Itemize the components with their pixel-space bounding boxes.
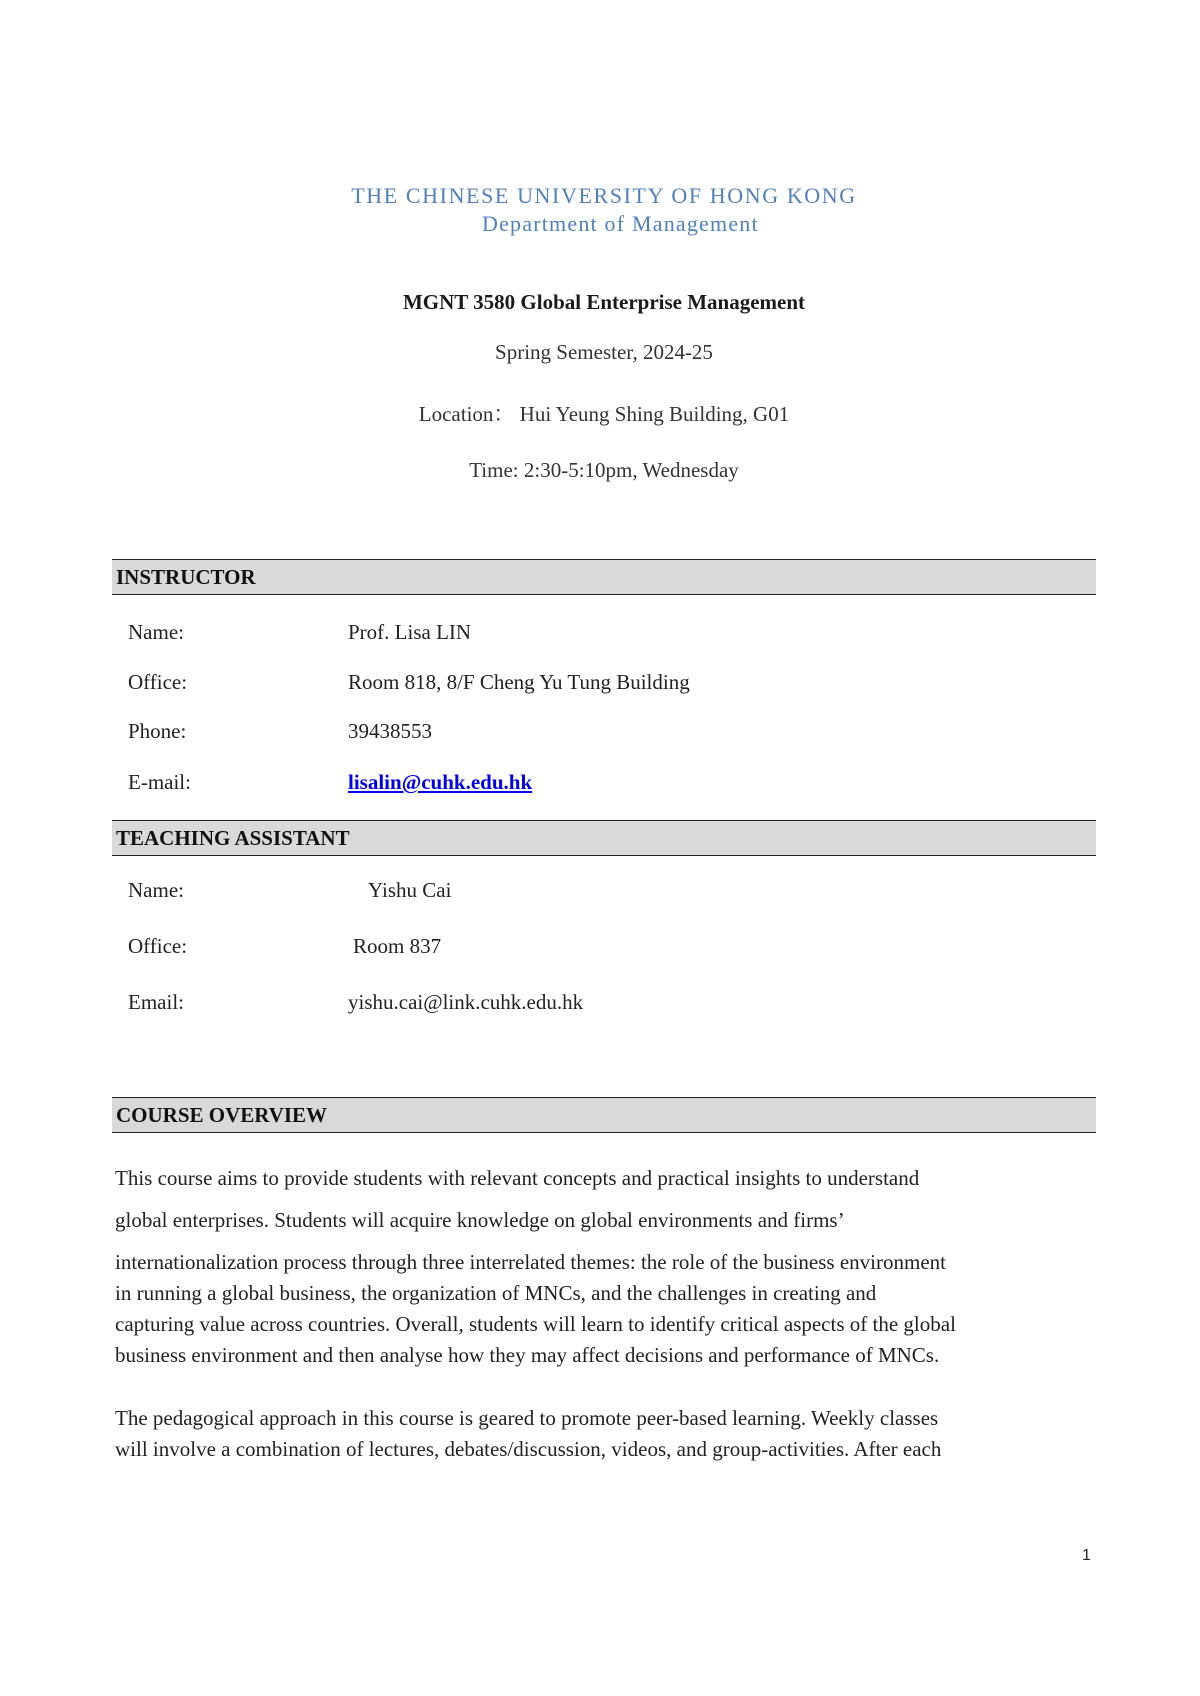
- instructor-phone: 39438553: [348, 719, 432, 743]
- course-semester: Spring Semester, 2024-25: [495, 340, 713, 364]
- ta-office: Room 837: [353, 934, 442, 958]
- instructor-email-link[interactable]: lisalin@cuhk.edu.hk: [348, 770, 533, 794]
- university-name: THE CHINESE UNIVERSITY OF HONG KONG: [351, 183, 857, 208]
- instructor-phone-label: Phone:: [128, 719, 187, 743]
- instructor-name: Prof. Lisa LIN: [348, 620, 472, 644]
- paragraph-line: internationalization process through three interrelated themes: the role of the business environment: [115, 1250, 946, 1274]
- course-time: Time: 2:30-5:10pm, Wednesday: [469, 458, 739, 482]
- instructor-heading: INSTRUCTOR: [116, 565, 256, 589]
- overview-section-header: [112, 1097, 1096, 1133]
- overview-heading: COURSE OVERVIEW: [116, 1103, 328, 1127]
- instructor-name-label: Name:: [128, 620, 184, 644]
- paragraph-line: This course aims to provide students with relevant concepts and practical insights to understand: [115, 1166, 920, 1190]
- paragraph-line: business environment and then analyse how they may affect decisions and performance of MNCs.: [115, 1343, 940, 1367]
- ta-name-label: Name:: [128, 878, 184, 902]
- instructor-office-label: Office:: [128, 670, 188, 694]
- paragraph-line: global enterprises. Students will acquire knowledge on global environments and firms’: [115, 1208, 845, 1232]
- ta-section-header: [112, 820, 1096, 856]
- overview-paragraph-1: [115, 1163, 1100, 1371]
- course-location: Location： Hui Yeung Shing Building, G01: [418, 402, 790, 426]
- page-number: 1: [1082, 1547, 1091, 1564]
- paragraph-line: in running a global business, the organization of MNCs, and the challenges in creating and: [115, 1281, 877, 1305]
- instructor-email-label: E-mail:: [128, 770, 191, 794]
- course-title: MGNT 3580 Global Enterprise Management: [402, 290, 806, 314]
- paragraph-line: capturing value across countries. Overall, students will learn to identify critical aspects of the global: [115, 1312, 956, 1336]
- department-name: Department of Management: [482, 211, 759, 236]
- instructor-office: Room 818, 8/F Cheng Yu Tung Building: [348, 670, 690, 694]
- ta-office-label: Office:: [128, 934, 188, 958]
- overview-paragraph-2: [115, 1403, 1100, 1465]
- paragraph-line: will involve a combination of lectures, debates/discussion, videos, and group-activities. After each: [115, 1437, 942, 1461]
- instructor-section-header: [112, 559, 1096, 595]
- paragraph-line: The pedagogical approach in this course is geared to promote peer-based learning. Weekly classes: [115, 1406, 939, 1430]
- ta-heading: TEACHING ASSISTANT: [116, 826, 350, 850]
- ta-name: Yishu Cai: [368, 878, 452, 902]
- ta-email: yishu.cai@link.cuhk.edu.hk: [348, 990, 584, 1014]
- ta-email-label: Email:: [128, 990, 184, 1014]
